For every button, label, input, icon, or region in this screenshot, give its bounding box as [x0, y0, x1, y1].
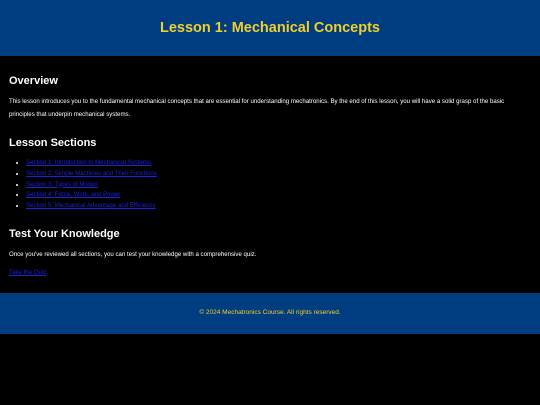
list-item: [26, 158, 531, 169]
test-heading: Test Your Knowledge: [9, 227, 120, 240]
overview-text: This lesson introduces you to the fundamental mechanical concepts that are essential for understanding mechatronics. By the end of this lesson, you will have a solid grasp of the basic principles that underpin mechanical systems.: [9, 98, 505, 118]
list-item: [26, 180, 531, 191]
section-3-link[interactable]: Section 3: Types of Motion: [26, 180, 98, 188]
lesson-sections-list: [9, 158, 531, 212]
take-quiz-link[interactable]: Take the Quiz: [9, 269, 47, 277]
overview-section: [9, 56, 531, 121]
section-5-link[interactable]: Section 5: Mechanical Advantage and Efficiency: [26, 202, 156, 210]
list-item: [26, 190, 531, 201]
page-footer: [0, 293, 540, 334]
section-4-link[interactable]: Section 4: Force, Work, and Power: [26, 191, 121, 199]
list-item: [26, 169, 531, 180]
main-content: [0, 56, 540, 293]
footer-copyright: © 2024 Mechatronics Course. All rights reserved.: [199, 309, 341, 317]
list-item: [26, 201, 531, 212]
lesson-sections: [9, 121, 531, 212]
overview-heading: Overview: [9, 75, 58, 87]
test-text: Once you've reviewed all sections, you can test your knowledge with a comprehensive quiz.: [9, 250, 257, 258]
lesson-sections-heading: Lesson Sections: [9, 137, 97, 149]
page-header: [0, 0, 540, 56]
test-section: [9, 212, 531, 280]
section-1-link[interactable]: Section 1: Introduction to Mechanical Systems: [26, 159, 151, 166]
section-2-link[interactable]: Section 2: Simple Machines and Their Functions: [26, 169, 157, 177]
page-title: Lesson 1: Mechanical Concepts: [160, 20, 380, 36]
